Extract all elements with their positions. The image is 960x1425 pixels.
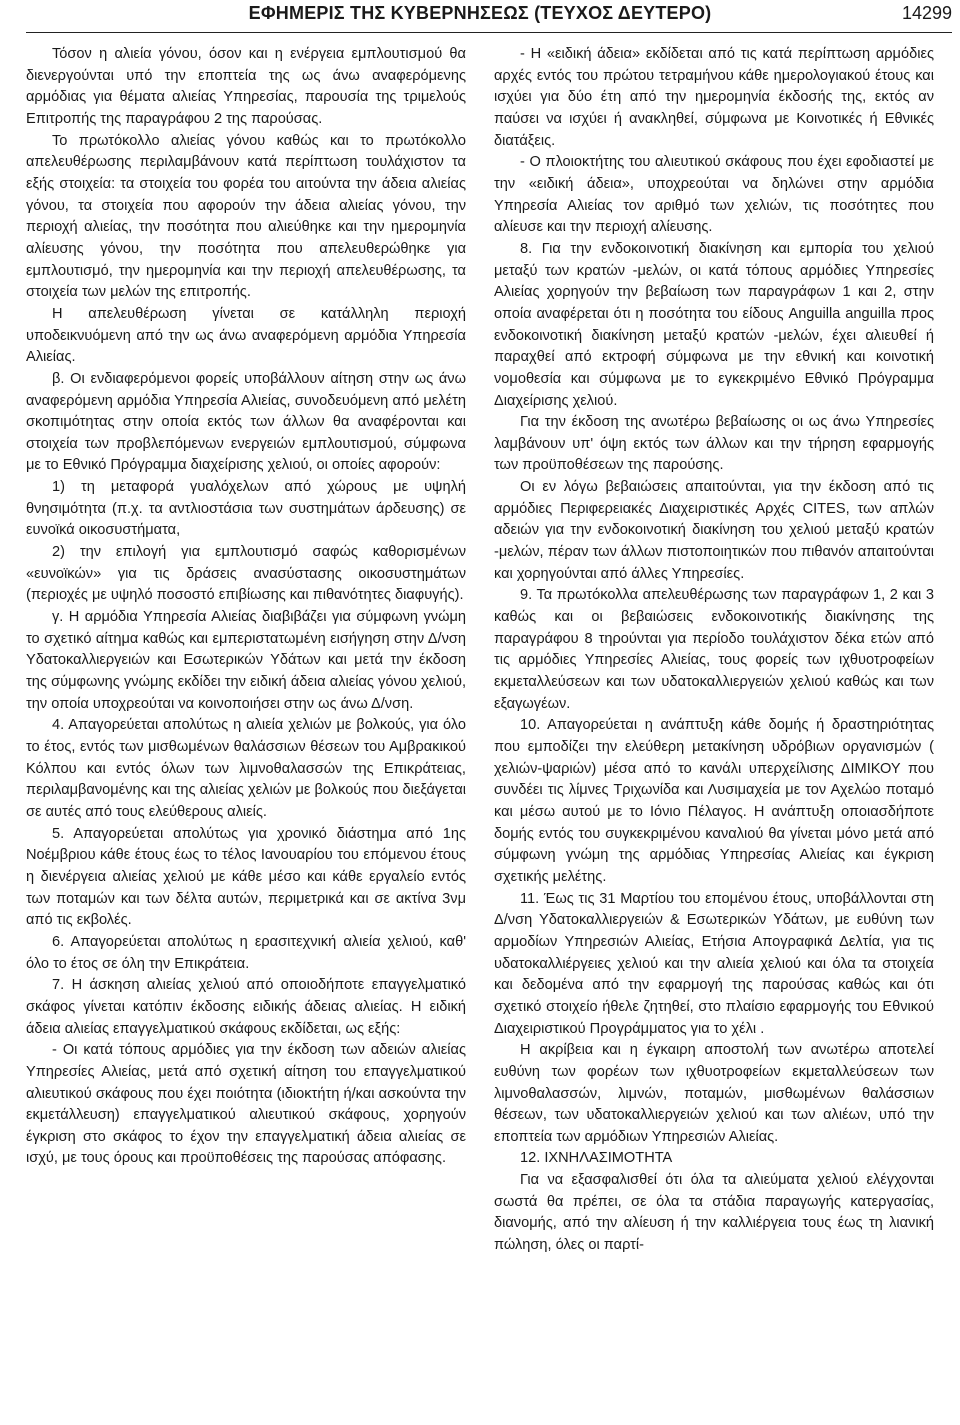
paragraph: 7. Η άσκηση αλιείας χελιού από οποιοδήποτε επαγγελματικό σκάφος γίνεται κατόπιν έκδοσης ειδικής άδειας αλιείας. Η ειδική άδεια αλιείας επαγγελματικού σκάφους εκδίδεται, ως εξής: xyxy=(26,977,466,1037)
right-column xyxy=(494,44,934,1257)
section-heading: 12. ΙΧΝΗΛΑΣΙΜΟΤΗΤΑ xyxy=(520,1150,673,1167)
page-header xyxy=(0,0,960,40)
paragraph: 4. Απαγορεύεται απολύτως η αλιεία χελιών με βολκούς, για όλο το έτος, εντός των μισθωμένων θαλάσσιων θέσεων του Αμβρακικού Κόλπου και εντός όλων των λιμνοθαλασσών της Επικράτειας, περιλαμβανομένης και της αλιείας χελιών με βολκούς που διεξάγεται σε αυτές από τους ελεύθερους αλιείς. xyxy=(26,717,466,820)
paragraph: Οι εν λόγω βεβαιώσεις απαιτούνται, για την έκδοση από τις αρμόδιες Περιφερειακές Διαχειριστικές Αρχές CITES, των απλών αδειών για την ενδοκοινοτική διακίνηση του χελιού μεταξύ κρατών -μελών, πέραν των άλλων πιστοποιητικών που πιθανόν απαιτούνται και χορηγούνται από άλλες Υπηρεσίες. xyxy=(494,479,934,582)
paragraph: - Οι κατά τόπους αρμόδιες για την έκδοση των αδειών αλιείας Υπηρεσίες Αλιείας, μετά από σχετική αίτηση του επαγγελματικού αλιευτικού σκάφους που έχει ποιότητα (ιδιοκτήτη ή/και ασκούντα την εκμετάλλευση) επαγγελματικού αλιευτικού σκάφους, χορηγούν έγκριση στο σκάφος το έχον την επαγγελματική άδεια αλιείας σε ισχύ, με τους όρους και προϋποθέσεις της παρούσας απόφασης. xyxy=(26,1042,466,1167)
paragraph: Η ακρίβεια και η έγκαιρη αποστολή των ανωτέρω αποτελεί ευθύνη των φορέων των ιχθυοτροφείων εκμεταλλεύσεων των λιμνοθαλασσών, λιμνών, ποταμών, μισθωμένων θαλάσσιων θέσεων, των υδατοκαλλιεργειών χελιού και των αλιέων, υπό την εποπτεία των αρμόδιων Υπηρεσιών Αλιείας. xyxy=(494,1042,934,1145)
left-column xyxy=(26,44,466,1170)
paragraph: Για να εξασφαλισθεί ότι όλα τα αλιεύματα χελιού ελέγχονται σωστά θα πρέπει, σε όλα τα στάδια παραγωγής κατεργασίας, διανομής, από την αλίευση ή την καλλιέργεια τους έως τη λιανική πώληση, όλες οι παρτί- xyxy=(494,1172,934,1254)
paragraph: Τόσον η αλιεία γόνου, όσον και η ενέργεια εμπλουτισμού θα διενεργούνται υπό την εποπτεία της ως άνω αναφερόμενης αρμόδιας για θέματα αλιείας Υπηρεσίας, παρουσία της τριμελούς Επιτροπής της παραγράφου 2 της παρούσας. xyxy=(26,46,466,127)
paragraph: - Η «ειδική άδεια» εκδίδεται από τις κατά περίπτωση αρμόδιες αρχές εντός του πρώτου τετραμήνου κάθε ημερολογιακού έτους και ισχύει για δύο έτη από την ημερομηνία έκδοσής της, εκτός αν παύσει να ισχύει ή ανακληθεί, σύμφωνα με Κοινοτικές ή Εθνικές διατάξεις. xyxy=(494,46,934,149)
paragraph: Για την έκδοση της ανωτέρω βεβαίωσης οι ως άνω Υπηρεσίες λαμβάνουν υπ' όψη εκτός των άλλων και την τήρηση εφαρμογής των προϋποθέσεων της παρούσης. xyxy=(494,414,934,474)
header-divider xyxy=(26,32,952,33)
paragraph: 6. Απαγορεύεται απολύτως η ερασιτεχνική αλιεία χελιού, καθ' όλο το έτος σε όλη την Επικράτεια. xyxy=(26,933,466,972)
gazette-title: ΕΦΗΜΕΡΙΣ ΤΗΣ ΚΥΒΕΡΝΗΣΕΩΣ (ΤΕΥΧΟΣ ΔΕΥΤΕΡΟ) xyxy=(248,3,712,23)
paragraph: γ. Η αρμόδια Υπηρεσία Αλιείας διαβιβάζει για σύμφωνη γνώμη το σχετικό αίτημα καθώς και εμπεριστατωμένη εισήγηση στην Δ/νση Υδατοκαλλιεργειών και Εσωτερικών Υδάτων και μετά την έκδοση της σύμφωνης γνώμης εκδίδει την ειδική άδεια αλιείας γόνου χελιού, την οποία υποχρεούται να κοινοποιήσει στην ως άνω Δ/νση. xyxy=(26,609,466,712)
paragraph: 9. Τα πρωτόκολλα απελευθέρωσης των παραγράφων 1, 2 και 3 καθώς και οι βεβαιώσεις ενδοκοινοτικής διακίνησης της παραγράφου 8 τηρούνται για περίοδο τουλάχιστον δέκα ετών από τις αρμόδιες Υπηρεσίες Αλιείας, τους φορείς των ιχθυοτροφείων εκμεταλλεύσεων και των υδατοκαλλιεργειών χελιού καθώς και των εξαγωγέων. xyxy=(494,587,934,712)
paragraph: - Ο πλοιοκτήτης του αλιευτικού σκάφους που έχει εφοδιαστεί με την «ειδική άδεια», υποχρεούται να δηλώνει στην αρμόδια Υπηρεσία Αλιείας τον αριθμό των χελιών, τις ποσότητες που αλίευσε και την περιοχή αλίευσης. xyxy=(494,154,934,236)
page-number: 14299 xyxy=(901,3,952,23)
paragraph: 5. Απαγορεύεται απολύτως για χρονικό διάστημα από 1ης Νοέμβριου κάθε έτους έως το τέλος Ιανουαρίου του επόμενου έτους η διενέργεια αλιείας χελιού με κάθε μέσο και κάθε εργαλείο εντός των ποταμών και των δέλτα αυτών, περιμετρικά και σε ακτίνα 3νμ από τις εκβολές. xyxy=(26,825,466,929)
paragraph: Το πρωτόκολλο αλιείας γόνου καθώς και το πρωτόκολλο απελευθέρωσης περιλαμβάνουν κατά περίπτωση τουλάχιστον τα εξής στοιχεία: τα στοιχεία του φορέα του αιτούντα την άδεια αλιείας γόνου, τα στοιχεία που αφορούν την άδεια αλιείας γόνου, την περιοχή αλιείας, την ποσότητα που αλιεύθηκε και την ημερομηνία αλίευσης γόνου, την ποσότητα που απελευθερώθηκε για εμπλουτισμό, την ημερομηνία και την περιοχή απελευθέρωσης, τα στοιχεία των μελών της επιτροπής. xyxy=(26,132,466,301)
paragraph: 10. Απαγορεύεται η ανάπτυξη κάθε δομής ή δραστηριότητας που εμποδίζει την ελεύθερη μετακίνηση υδρόβιων οργανισμών ( χελιών-ψαριών) μέσα από το κανάλι υπερχείλισης ΔΙΜΙΚΟΥ που συνδέει τις λίμνες Τριχωνίδα και Λυσιμαχεία με τον Αχελώο ποταμό και μέσω αυτού με το Ιόνιο Πέλαγος. Η ανάπτυξη οποιασδήποτε δομής εντός του συγκεκριμένου καναλιού θα γίνεται μόνο μετά από σύμφωνη γνώμη της αρμόδιας Υπηρεσίας Αλιείας και έγκριση σχετικής μελέτης. xyxy=(494,717,934,885)
paragraph: 1) τη μεταφορά γυαλόχελων από χώρους με υψηλή θνησιμότητα (π.χ. τα αντλιοστάσια των συστημάτων άρδευσης) σε ευνοϊκά οικοσυστήματα, xyxy=(26,479,466,539)
paragraph: 8. Για την ενδοκοινοτική διακίνηση και εμπορία του χελιού μεταξύ των κρατών -μελών, οι κατά τόπους αρμόδιες Υπηρεσίες Αλιείας χορηγούν την βεβαίωση των παραγράφων 1 και 2, στην οποία αναφέρεται ότι η ποσότητα του είδους Anguilla anguilla προς ενδοκοινοτική διακίνηση μεταξύ κρατών -μελών, έχει αλιευθεί ή παραχθεί από εκτροφή σύμφωνα με την εθνική και κοινοτική νομοθεσία και σύμφωνα με το εγκεκριμένο Εθνικό Πρόγραμμα Διαχείρισης χελιού. xyxy=(494,240,934,409)
paragraph: β. Οι ενδιαφερόμενοι φορείς υποβάλλουν αίτηση στην ως άνω αναφερόμενη αρμόδια Υπηρεσία Αλιείας, συνοδευόμενη από μελέτη σκοπιμότητας στην οποία εκτός των άλλων θα αναφέρονται και στοιχεία των προβλεπόμενων ενεργειών εμπλουτισμού, σύμφωνα με το Εθνικό Πρόγραμμα διαχείρισης χελιού, οι οποίες αφορούν: xyxy=(26,370,466,474)
paragraph: 2) την επιλογή για εμπλουτισμό σαφώς καθορισμένων «ευνοϊκών» για τις δράσεις ανασύστασης οικοσυστημάτων (περιοχές με υψηλό ποσοστό επιβίωσης και πιθανότητες διαφυγής). xyxy=(26,544,466,604)
paragraph: Η απελευθέρωση γίνεται σε κατάλληλη περιοχή υποδεικνυόμενη από την ως άνω αναφερόμενη αρμόδια Υπηρεσία Αλιείας. xyxy=(26,305,466,366)
paragraph: 11. Έως τις 31 Μαρτίου του επομένου έτους, υποβάλλονται στη Δ/νση Υδατοκαλλιεργειών & Εσωτερικών Υδάτων, με ευθύνη των αρμοδίων Υπηρεσιών Αλιείας, Ετήσια Απογραφικά Δελτία, για τις υδατοκαλλιέργειες χελιού και την αλιεία χελιού και όλα τα στοιχεία και δεδομένα από την εφαρμογή της παρούσας καθώς και ότι σχετικό στοιχείο ήθελε ζητηθεί, στο πλαίσιο εφαρμογής του Εθνικού Διαχειριστικού Προγράμματος για το χέλι . xyxy=(494,890,934,1037)
